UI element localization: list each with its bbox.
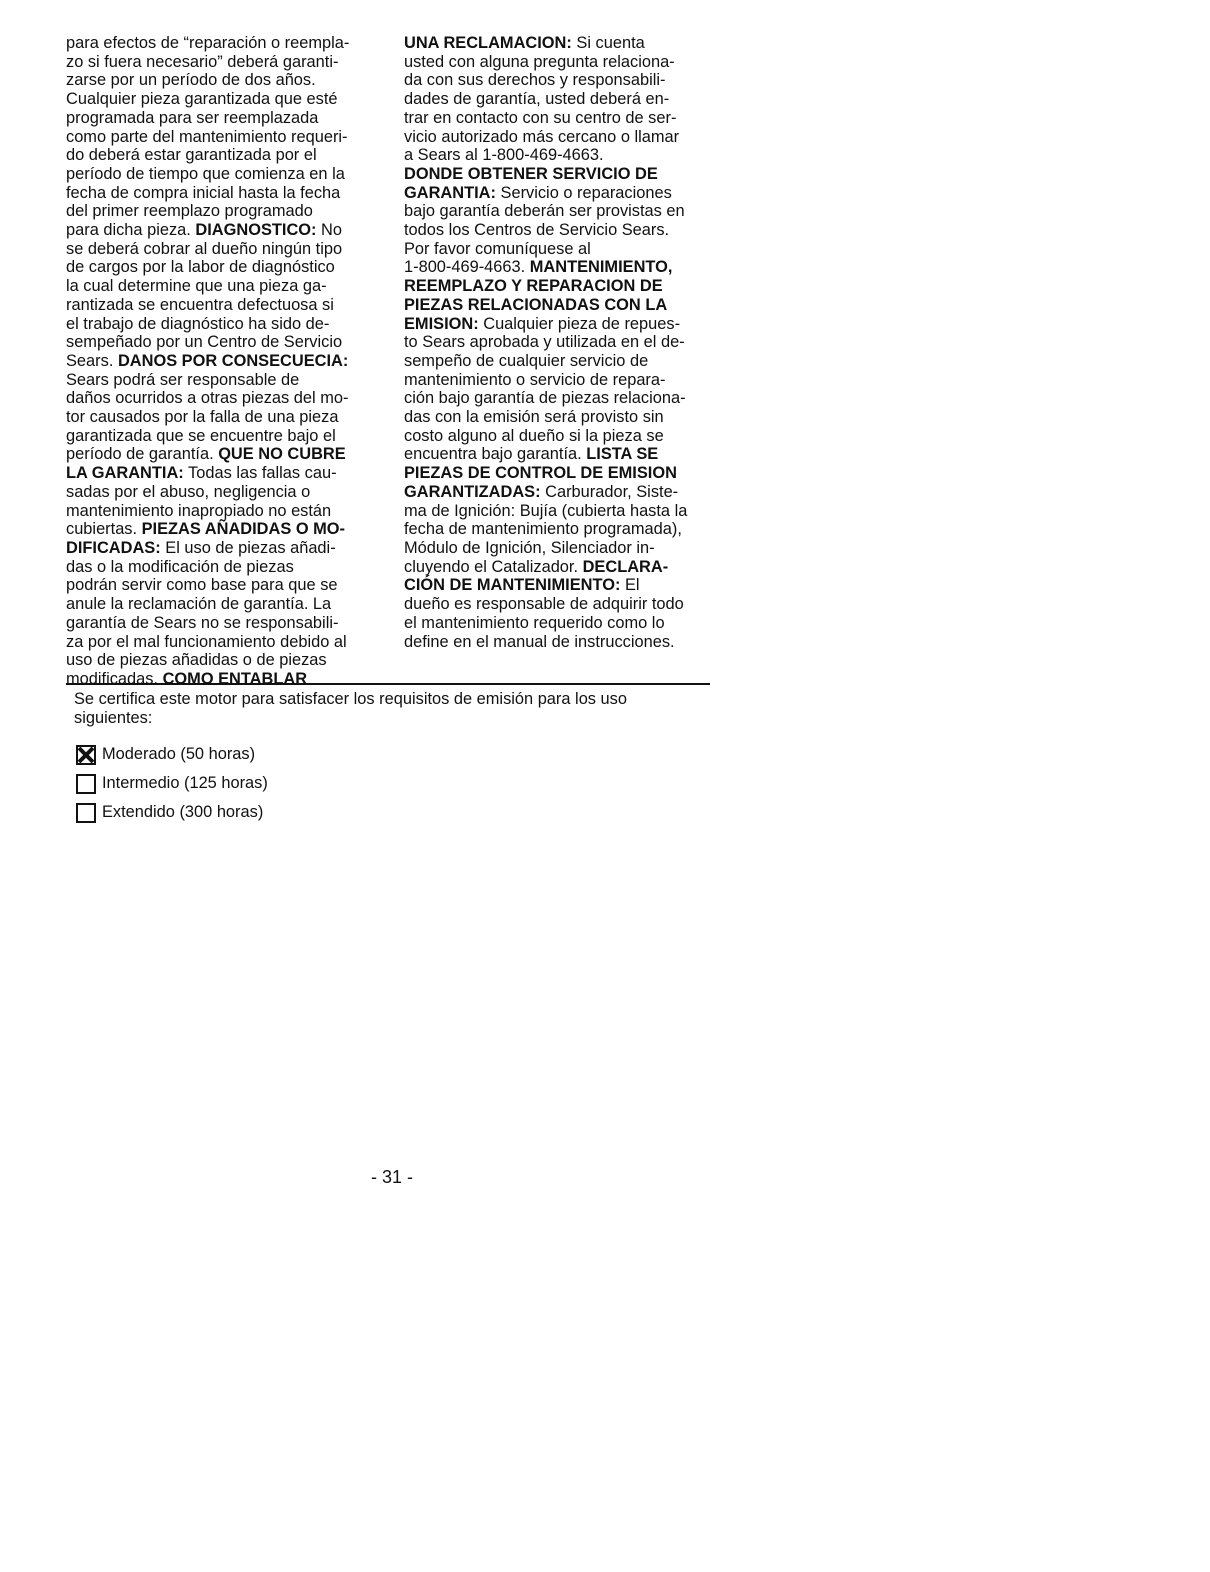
text-run: define en el manual de instrucciones.	[404, 632, 675, 651]
text-run: encuentra bajo garantía.	[404, 445, 587, 464]
text-run: to Sears aprobada y utilizada en el de-	[404, 333, 685, 352]
text-run: zarse por un período de dos años.	[66, 71, 316, 90]
text-line	[66, 202, 384, 221]
text-run: das con la emisión será provisto sin	[404, 408, 664, 427]
text-run: período de tiempo que comienza en la	[66, 164, 345, 183]
bold-heading-run: MANTENIMIENTO,	[529, 258, 673, 277]
bold-heading-run: PIEZAS DE CONTROL DE EMISION	[404, 464, 677, 483]
text-run: Sears.	[66, 351, 118, 370]
text-run: uso de piezas añadidas o de piezas	[66, 651, 327, 670]
option-moderado[interactable]	[76, 740, 268, 769]
text-run: trar en contacto con su centro de ser-	[404, 108, 677, 127]
checkbox-empty-icon[interactable]	[76, 774, 96, 794]
text-line	[66, 53, 384, 72]
text-run: para dicha pieza.	[66, 221, 196, 240]
text-line	[404, 296, 722, 315]
option-label: Intermedio (125 horas)	[102, 774, 268, 792]
option-extendido[interactable]	[76, 798, 268, 827]
text-line	[404, 371, 722, 390]
bold-heading-run: DONDE OBTENER SERVICIO DE	[404, 164, 658, 183]
text-line	[404, 614, 722, 633]
text-line	[404, 315, 722, 334]
text-run: anule la reclamación de garantía. La	[66, 595, 332, 614]
text-run: fecha de mantenimiento programada),	[404, 520, 682, 539]
bold-heading-run: DANOS POR CONSECUECIA:	[117, 351, 349, 370]
text-line	[66, 539, 384, 558]
text-run: sempeñado por un Centro de Servicio	[66, 333, 343, 352]
text-line	[404, 558, 722, 577]
text-run: Servicio o reparaciones	[495, 183, 672, 202]
right-column	[404, 34, 722, 651]
text-run: bajo garantía deberán ser provistas en	[404, 202, 685, 221]
text-run: período de garantía.	[66, 445, 219, 464]
text-line	[66, 184, 384, 203]
text-line	[404, 165, 722, 184]
text-line	[66, 34, 384, 53]
text-line	[404, 202, 722, 221]
bold-heading-run: CIÓN DE MANTENIMIENTO:	[404, 576, 621, 595]
bold-heading-run: UNA RECLAMACION:	[404, 34, 572, 52]
text-line	[66, 240, 384, 259]
text-run: Cualquier pieza de repues-	[478, 314, 681, 333]
text-line	[404, 389, 722, 408]
text-line	[66, 333, 384, 352]
bold-heading-run: DIFICADAS:	[66, 538, 161, 557]
text-line	[66, 146, 384, 165]
text-line	[404, 333, 722, 352]
text-line	[404, 352, 722, 371]
text-line	[404, 483, 722, 502]
text-line	[66, 651, 384, 670]
bold-heading-run: PIEZAS AÑADIDAS O MO-	[141, 520, 345, 539]
text-run: todos los Centros de Servicio Sears.	[404, 221, 670, 240]
text-run: cubiertas.	[66, 520, 142, 539]
text-run: rantizada se encuentra defectuosa si	[66, 295, 334, 314]
text-line	[66, 595, 384, 614]
text-run: ción bajo garantía de piezas relaciona-	[404, 389, 686, 408]
text-line	[404, 408, 722, 427]
text-line	[404, 595, 722, 614]
text-line	[66, 576, 384, 595]
bold-heading-run: EMISION:	[404, 314, 479, 333]
bold-heading-run: GARANTIA:	[404, 183, 496, 202]
text-run: de cargos por la labor de diagnóstico	[66, 258, 335, 277]
text-line	[66, 371, 384, 390]
text-line	[66, 296, 384, 315]
text-line	[404, 502, 722, 521]
text-line	[66, 408, 384, 427]
text-line	[404, 109, 722, 128]
text-run: la cual determine que una pieza ga-	[66, 277, 327, 296]
bold-heading-run: DECLARA-	[582, 557, 669, 576]
text-line	[404, 53, 722, 72]
bold-heading-run: DIAGNOSTICO:	[195, 221, 317, 240]
text-line	[404, 128, 722, 147]
text-run: garantizada que se encuentre bajo el	[66, 426, 336, 445]
text-line	[404, 539, 722, 558]
text-line	[66, 277, 384, 296]
text-line	[66, 670, 384, 689]
option-label: Extendido (300 horas)	[102, 803, 264, 821]
text-run: za por el mal funcionamiento debido al	[66, 632, 347, 651]
text-line	[404, 90, 722, 109]
checkbox-empty-icon[interactable]	[76, 803, 96, 823]
text-run: a Sears al 1-800-469-4663.	[404, 146, 604, 165]
text-run: fecha de compra inicial hasta la fecha	[66, 183, 341, 202]
text-run: programada para ser reemplazada	[66, 108, 319, 127]
text-run: para efectos de “reparación o reempla-	[66, 34, 350, 52]
text-run: tor causados por la falla de una pieza	[66, 408, 339, 427]
text-run: Cualquier pieza garantizada que esté	[66, 90, 338, 109]
text-line	[404, 71, 722, 90]
text-run: cluyendo el Catalizador.	[404, 557, 583, 576]
text-line	[404, 464, 722, 483]
text-line	[66, 483, 384, 502]
text-run: El uso de piezas añadi-	[160, 538, 336, 557]
text-line	[66, 520, 384, 539]
text-run: Si cuenta	[571, 34, 645, 52]
text-run: el mantenimiento requerido como lo	[404, 613, 665, 632]
text-line	[66, 389, 384, 408]
text-run: Todas las fallas cau-	[183, 464, 337, 483]
text-line	[66, 165, 384, 184]
text-line	[404, 427, 722, 446]
text-line	[66, 464, 384, 483]
text-line	[404, 221, 722, 240]
text-run: No	[316, 221, 343, 240]
text-run: do deberá estar garantizada por el	[66, 146, 317, 165]
certification-line-1: Se certifica este motor para satisfacer los requisitos de emisión para los uso	[74, 690, 627, 708]
text-run: das o la modificación de piezas	[66, 557, 294, 576]
text-run: usted con alguna pregunta relaciona-	[404, 52, 675, 71]
text-line	[66, 109, 384, 128]
text-run: daños ocurridos a otras piezas del mo-	[66, 389, 349, 408]
section-divider	[66, 683, 710, 685]
text-run: como parte del mantenimiento requeri-	[66, 127, 348, 146]
text-run: podrán servir como base para que se	[66, 576, 338, 595]
text-run: Módulo de Ignición, Silenciador in-	[404, 538, 655, 557]
text-line	[66, 258, 384, 277]
text-line	[66, 502, 384, 521]
text-run: 1-800-469-4663.	[404, 258, 530, 277]
text-run: mantenimiento o servicio de repara-	[404, 370, 666, 389]
text-run: dueño es responsable de adquirir todo	[404, 595, 684, 614]
text-run: costo alguno al dueño si la pieza se	[404, 426, 664, 445]
text-line	[404, 240, 722, 259]
text-line	[66, 558, 384, 577]
text-run: Carburador, Siste-	[540, 482, 679, 501]
text-run: el trabajo de diagnóstico ha sido de-	[66, 314, 330, 333]
text-line	[404, 258, 722, 277]
text-line	[404, 184, 722, 203]
certification-line-2: siguientes:	[74, 709, 153, 727]
text-run: zo si fuera necesario” deberá garanti-	[66, 52, 339, 71]
text-line	[66, 427, 384, 446]
text-line	[404, 34, 722, 53]
option-label: Moderado (50 horas)	[102, 745, 256, 763]
bold-heading-run: GARANTIZADAS:	[404, 482, 541, 501]
text-line	[404, 146, 722, 165]
text-run: da con sus derechos y responsabili-	[404, 71, 666, 90]
text-line	[404, 576, 722, 595]
text-line	[66, 71, 384, 90]
bold-heading-run: COMO ENTABLAR	[162, 669, 308, 688]
text-line	[404, 633, 722, 652]
text-line	[404, 520, 722, 539]
bold-heading-run: LA GARANTIA:	[66, 464, 184, 483]
text-run: sempeño de cualquier servicio de	[404, 351, 649, 370]
text-line	[404, 277, 722, 296]
left-column	[66, 34, 384, 689]
text-line	[66, 90, 384, 109]
text-run: sadas por el abuso, negligencia o	[66, 482, 311, 501]
page-number: - 31 -	[370, 1167, 413, 1187]
text-line	[66, 633, 384, 652]
text-run: vicio autorizado más cercano o llamar	[404, 127, 680, 146]
text-line	[66, 221, 384, 240]
checkbox-checked-icon[interactable]	[76, 745, 96, 765]
text-run: ma de Ignición: Bujía (cubierta hasta la	[404, 501, 688, 520]
certification-statement	[74, 690, 714, 728]
text-run: modificadas.	[66, 669, 163, 688]
option-intermedio[interactable]	[76, 769, 268, 798]
bold-heading-run: PIEZAS RELACIONADAS CON LA	[404, 295, 668, 314]
text-line	[66, 445, 384, 464]
usage-options	[76, 740, 268, 827]
text-run: garantía de Sears no se responsabili-	[66, 613, 339, 632]
text-line	[66, 352, 384, 371]
text-run: se deberá cobrar al dueño ningún tipo	[66, 239, 343, 258]
text-run: del primer reemplazo programado	[66, 202, 313, 221]
text-line	[66, 315, 384, 334]
bold-heading-run: QUE NO CUBRE	[218, 445, 346, 464]
text-run: Por favor comuníquese al	[404, 239, 591, 258]
text-run: Sears podrá ser responsable de	[66, 370, 300, 389]
bold-heading-run: REEMPLAZO Y REPARACION DE	[404, 277, 663, 296]
text-run: dades de garantía, usted deberá en-	[404, 90, 670, 109]
text-run: mantenimiento inapropiado no están	[66, 501, 332, 520]
text-line	[66, 128, 384, 147]
text-line	[66, 614, 384, 633]
bold-heading-run: LISTA SE	[586, 445, 659, 464]
text-line	[404, 445, 722, 464]
text-run: El	[620, 576, 640, 595]
